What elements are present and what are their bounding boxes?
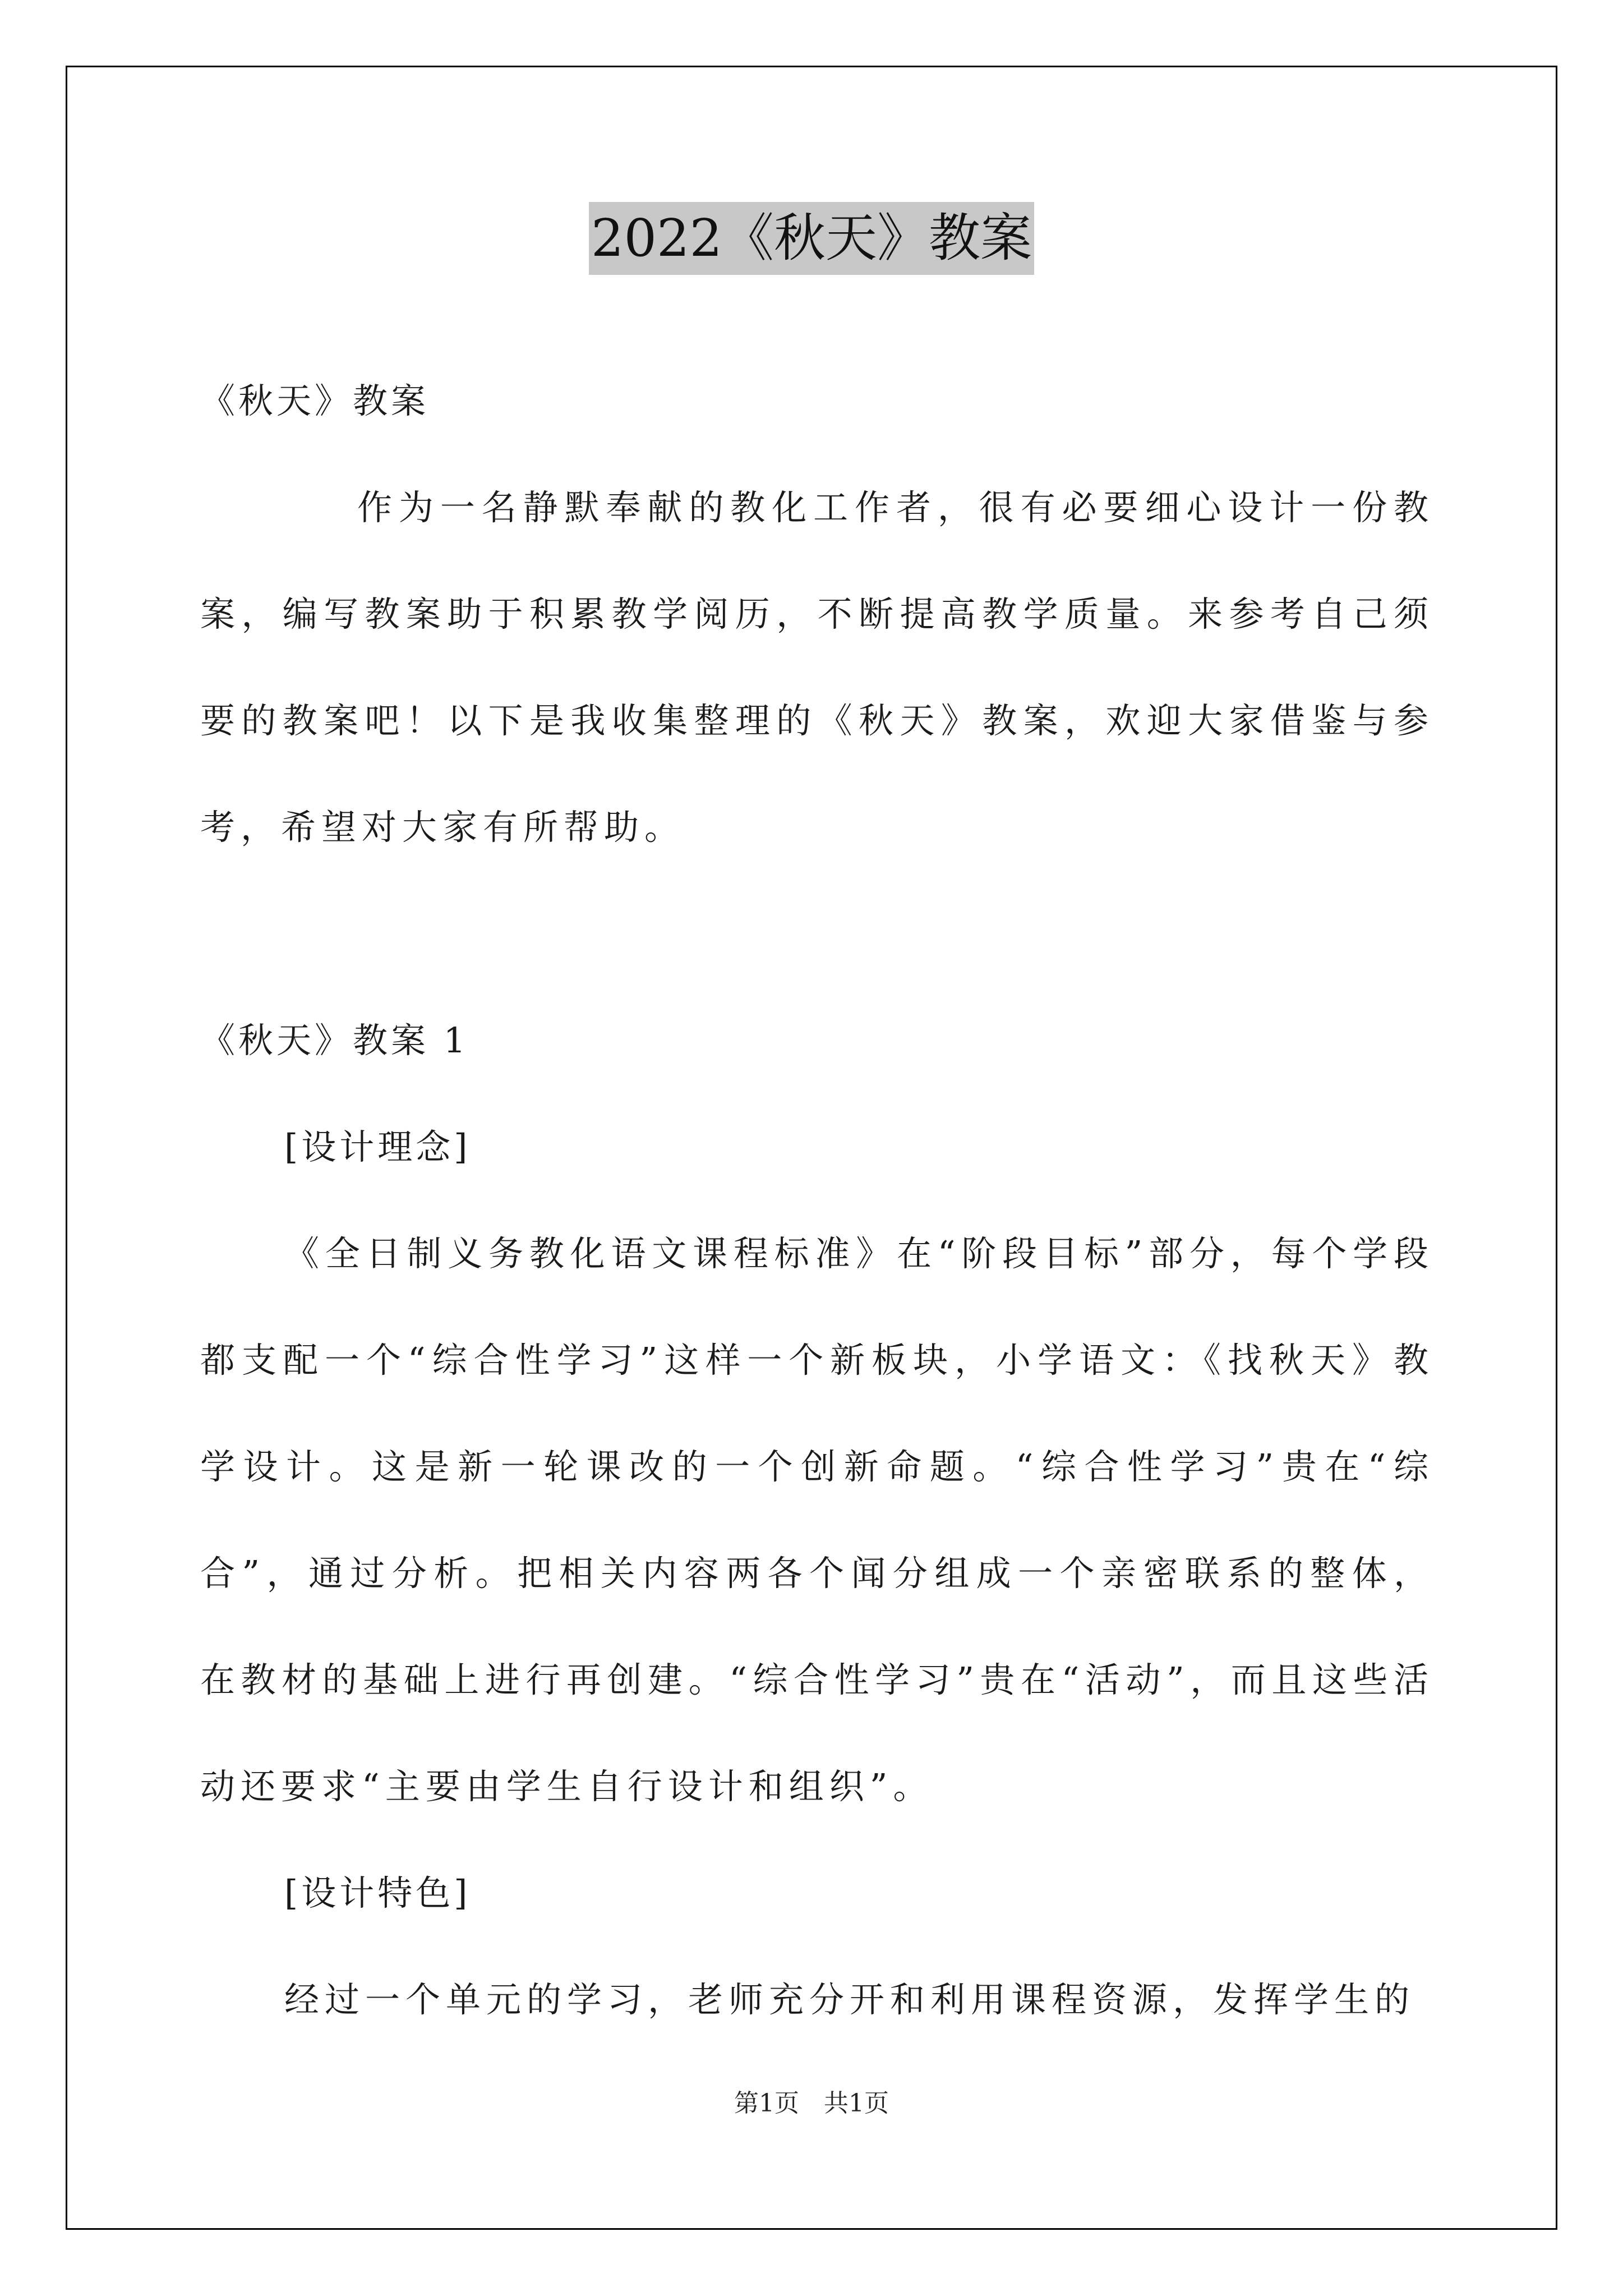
title-container [0,202,1623,275]
spacer [200,881,1434,987]
concept-paragraph: 《全日制义务教化语文课程标准》在“阶段目标”部分，每个学段都支配一个“综合性学习”这样一个新板块，小学语文：《找秋天》教学设计。这是新一轮课改的一个创新命题。“综合性学习”贵在“综合”，通过分析。把相关内容两各个闻分组成一个亲密联系的整体，在教材的基础上进行再创建。“综合性学习”贵在“活动”，而且这些活动还要求“主要由学生自行设计和组织”。 [200,1233,1434,1807]
document-body [200,348,1434,2053]
feature-paragraph: 经过一个单元的学习，老师充分开和利用课程资源，发挥学生的 [284,1979,1415,2020]
page-footer: 第1页 共1页 [734,2089,889,2118]
section-title: 《秋天》教案 1 [200,1020,469,1061]
document-title: 2022《秋天》教案 [589,202,1034,275]
heading-feature: [设计特色] [284,1872,471,1913]
intro-paragraph: 作为一名静默奉献的教化工作者，很有必要细心设计一份教案，编写教案助于积累教学阅历，不断提高教学质量。来参考自己须要的教案吧！以下是我收集整理的《秋天》教案，欢迎大家借鉴与参考，希望对大家有所帮助。 [200,487,1434,848]
subtitle: 《秋天》教案 [200,380,430,421]
heading-concept: [设计理念] [284,1126,471,1167]
